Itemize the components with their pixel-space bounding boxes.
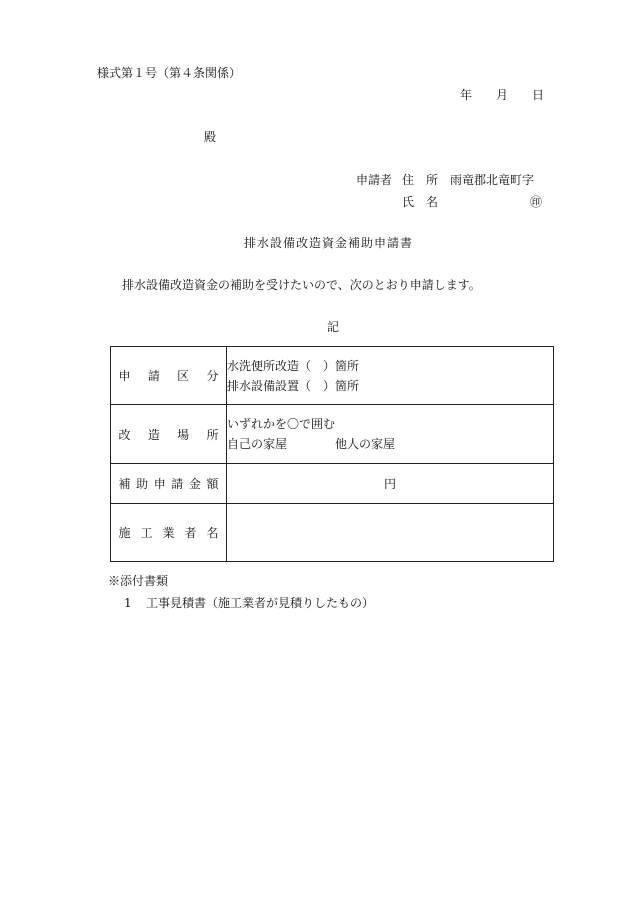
attachment-number: 1 (124, 596, 132, 610)
location-options (227, 434, 553, 454)
document-title: 排水設備改造資金補助申請書 (244, 236, 414, 250)
circle-instruction: いずれかを〇で囲む (227, 417, 336, 431)
seal-mark: ㊞ (530, 195, 543, 209)
others-house-option: 他人の家屋 (335, 437, 396, 451)
table-label-cell (111, 504, 227, 562)
address-value: 雨竜郡北竜町字 (450, 173, 535, 187)
intro-text: 排水設備改造資金の補助を受けたいので、次のとおり申請します。 (122, 278, 481, 292)
own-house-option: 自己の家屋 (227, 437, 288, 451)
addressee-suffix: 殿 (204, 130, 217, 144)
table-value-cell (227, 464, 554, 504)
subsidy-amount-label: 補助申請金額 (118, 477, 219, 491)
renovation-location-label: 改造場所 (118, 427, 219, 442)
application-category-label: 申請区分 (118, 369, 219, 383)
form-number: 様式第１号（第４条関係） (97, 66, 242, 80)
drainage-install-count: 排水設備設置（ ）箇所 (227, 378, 360, 393)
table-label-cell (111, 347, 227, 405)
address-label: 住 所 (402, 173, 439, 187)
attachments-heading: ※添付書類 (108, 574, 169, 588)
applicant-label: 申請者 (356, 173, 393, 187)
date-month-label: 月 (496, 88, 509, 102)
table-label-cell (111, 405, 227, 464)
contractor-name-label: 施工業者名 (118, 526, 219, 540)
attachment-item: 工事見積書（施工業者が見積りしたもの） (146, 596, 375, 610)
name-label: 氏 名 (402, 195, 439, 209)
table-value-cell (227, 347, 554, 405)
table-row (111, 464, 554, 504)
contractor-name-value (227, 504, 554, 562)
table-row (111, 504, 554, 562)
toilet-renovation-count: 水洗便所改造（ ）箇所 (227, 358, 360, 373)
yen-unit: 円 (383, 477, 396, 491)
application-table (110, 346, 554, 562)
date-year-label: 年 (460, 88, 473, 102)
table-row (111, 347, 554, 405)
table-value-cell (227, 405, 554, 464)
table-label-cell (111, 464, 227, 504)
table-row (111, 405, 554, 464)
date-day-label: 日 (532, 88, 545, 102)
ki-marker: 記 (327, 320, 340, 334)
